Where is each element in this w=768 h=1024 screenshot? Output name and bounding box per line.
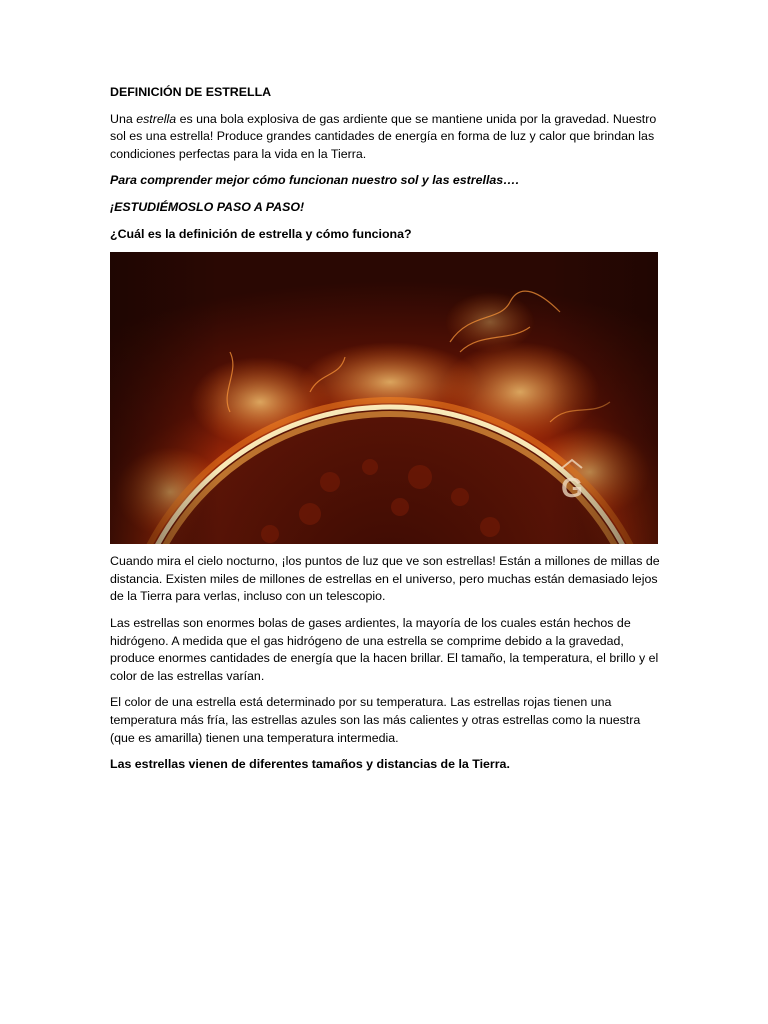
intro-paragraph	[110, 111, 660, 164]
document-heading: DEFINICIÓN DE ESTRELLA	[110, 85, 272, 99]
lead-italic-line: Para comprender mejor cómo funcionan nuestro sol y las estrellas….	[110, 173, 520, 188]
sun-image	[110, 252, 658, 544]
svg-text:G: G	[561, 472, 583, 504]
document-page	[110, 84, 660, 783]
section-question: ¿Cuál es la definición de estrella y cómo funciona?	[110, 226, 412, 241]
intro-emphasis: estrella	[136, 111, 177, 126]
step-italic-line: ¡ESTUDIÉMOSLO PASO A PASO!	[110, 199, 305, 214]
body-paragraph-2: Las estrellas son enormes bolas de gases ardientes, la mayoría de los cuales están hechos de hidrógeno. A medida que el gas hidrógeno de una estrella se comprime debido a la gravedad, produce enormes cantidades de energía que la hacen brillar. El tamaño, la temperatura, el brillo y el color de las estrellas varían.	[110, 615, 659, 683]
closing-statement: Las estrellas vienen de diferentes tamaños y distancias de la Tierra.	[110, 757, 510, 772]
intro-text-after: es una bola explosiva de gas ardiente que se mantiene unida por la gravedad. Nuestro sol es una estrella! Produce grandes cantidades de energía en forma de luz y calor que brindan las condiciones perfectas para la vida en la Tierra.	[110, 111, 657, 161]
intro-text-before: Una	[110, 111, 137, 126]
body-paragraph-1: Cuando mira el cielo nocturno, ¡los puntos de luz que ve son estrellas! Están a millones de millas de distancia. Existen miles de millones de estrellas en el universo, pero muchas están demasiado lejos de la Tierra para verlas, incluso con un telescopio.	[110, 554, 660, 604]
body-paragraph-3: El color de una estrella está determinado por su temperatura. Las estrellas rojas tienen una temperatura más fría, las estrellas azules son las más calientes y otras estrellas como la nuestra (que es amarilla) tienen una temperatura intermedia.	[110, 695, 641, 745]
